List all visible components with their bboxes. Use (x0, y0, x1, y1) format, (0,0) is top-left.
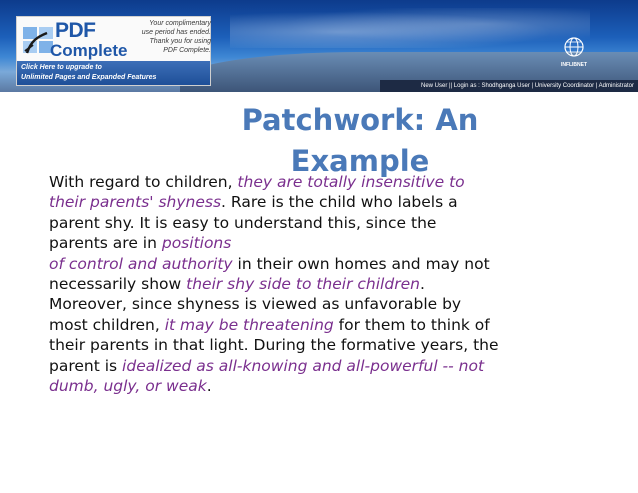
upgrade-line: Click Here to upgrade to (21, 64, 102, 71)
body-emphasis-text: it may be threatening (164, 315, 334, 334)
body-emphasis-text: idealized as all-knowing and all-powerful -- not (122, 356, 485, 375)
body-line (49, 335, 629, 355)
ad-brand-top: PDF (55, 19, 96, 42)
upgrade-line: Unlimited Pages and Expanded Features (21, 74, 157, 81)
body-text-run: their parents in that light. During the formative years, the (49, 336, 499, 355)
ad-promo-line: Your complimentary (149, 20, 211, 27)
body-text-run: With regard to children, (49, 173, 238, 191)
globe-label: INFLIBNET (560, 62, 588, 68)
body-line (49, 274, 629, 294)
ad-brand-bottom: Complete (50, 41, 128, 60)
body-text-run: in their own homes and may not (232, 254, 490, 273)
body-line (49, 213, 629, 233)
body-text-run: parents are in (49, 234, 162, 253)
body-text-run: parent is (49, 356, 123, 375)
body-emphasis-text: dumb, ugly, or weak (49, 377, 207, 396)
body-line (49, 233, 629, 253)
body-line (49, 294, 629, 314)
pdf-complete-ad[interactable] (16, 16, 211, 86)
upgrade-link[interactable] (17, 61, 210, 85)
slide-title-line: Patchwork: An (241, 103, 479, 137)
body-emphasis-text: they are totally insensitive to (237, 173, 465, 191)
ad-promo-line: use period has ended. (141, 29, 211, 36)
body-text-run: . (419, 275, 425, 294)
body-line (49, 172, 629, 192)
body-emphasis-text: their shy side to their children (186, 275, 420, 294)
slide-body-text (49, 172, 629, 396)
body-text-run: Moreover, since shyness is viewed as unfavorable by (49, 295, 462, 314)
body-line (49, 356, 629, 376)
body-text-run: most children, (49, 315, 165, 334)
body-text-run: . (206, 377, 212, 396)
body-line (49, 254, 629, 274)
body-line (49, 315, 629, 335)
body-emphasis-text: their parents' shyness (49, 193, 222, 212)
body-line (49, 192, 629, 212)
body-text-run: . Rare is the child who labels a (221, 193, 458, 212)
body-text-run: parent shy. It is easy to understand this, since the (49, 213, 437, 232)
banner-clouds (230, 8, 590, 48)
body-emphasis-text: of control and authority (49, 254, 233, 273)
body-line (49, 376, 629, 396)
body-emphasis-text: positions (161, 234, 232, 253)
header-nav-bar[interactable]: New User || Login as : Shodhganga User | University Coordinator | Administrator (380, 80, 638, 92)
slide-title (190, 100, 530, 182)
body-text-run: necessarily show (49, 275, 187, 294)
slide-title-line: Example (290, 144, 430, 178)
ad-promo-line: PDF Complete. (163, 47, 211, 54)
body-text-run: for them to think of (333, 315, 490, 334)
ad-promo-line: Thank you for using (149, 38, 211, 45)
ad-promo-text (125, 19, 211, 55)
globe-icon (563, 36, 585, 58)
